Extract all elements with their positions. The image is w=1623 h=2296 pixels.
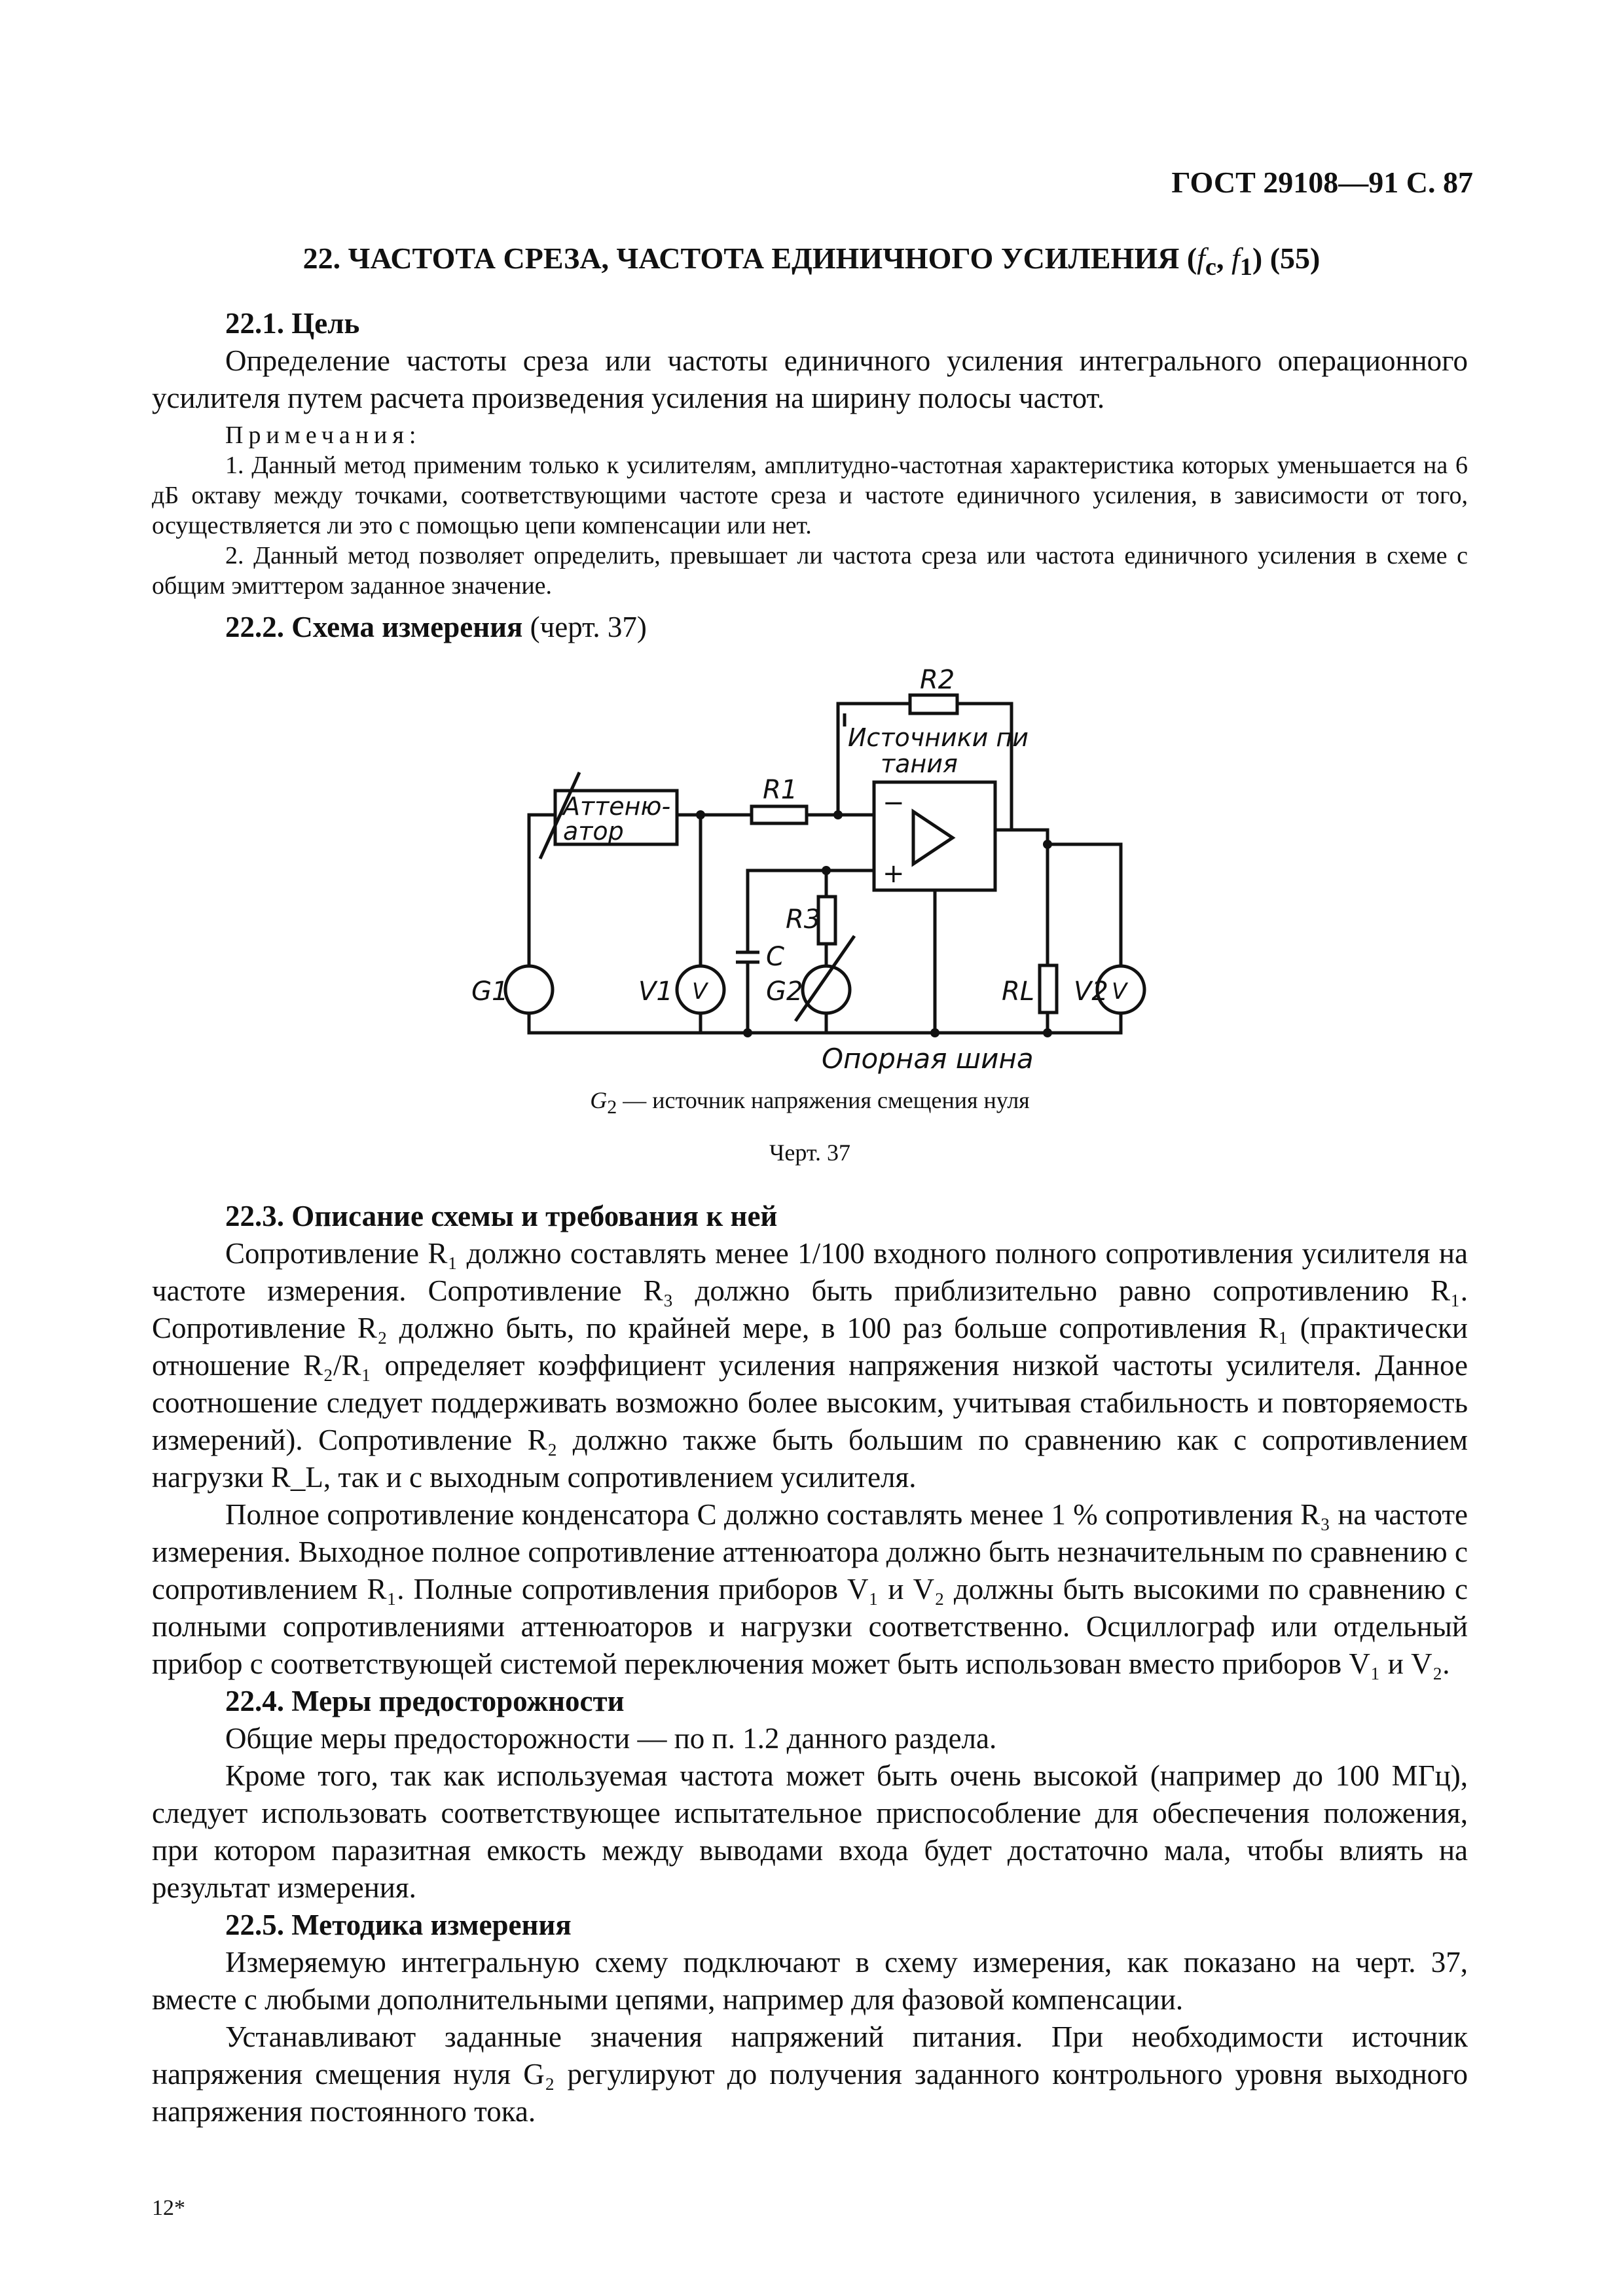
note-2: 2. Данный метод позволяет определить, превышает ли частота среза или частота единичного усиления в схеме с общим эмиттером заданное значение. bbox=[152, 542, 1468, 600]
paragraph-22-3-2: Полное сопротивление конденсатора C должно составлять менее 1 % сопротивления R₃ на частоте измерения. Выходное полное сопротивление аттенюатора должно быть незначительным по сравнению с сопротивлением R₁. Полные сопротивления приборов V₁ и V₂ должны быть высокими по сравнению с полными сопротивлениями аттенюаторов и нагрузки соответственно. Осциллограф или отдельный прибор с соответствующей системой переключения может быть использован вместо приборов V₁ и V₂. bbox=[152, 1498, 1468, 1680]
paragraph-22-3-1: Сопротивление R₁ должно составлять менее 1/100 входного полного сопротивления усилителя на частоте измерения. Сопротивление R₃ должно быть приблизительно равно сопротивлению R₁. Сопротивление R₂ должно быть, по крайней мере, в 100 раз больше сопротивления R₁ (практически отношение R₂/R₁ определяет коэффициент усиления напряжения низкой частоты усилителя. Данное соотношение следует поддерживать возможно более высоким, учитывая стабильность и повторяемость измерений). Сопротивление R₂ должно также быть большим по сравнению как с сопротивлением нагрузки R_L, так и с выходным сопротивлением усилителя. bbox=[152, 1237, 1468, 1494]
figure-caption: Черт. 37 bbox=[769, 1139, 850, 1166]
label-rl: RL bbox=[1002, 977, 1035, 1007]
figure-ref: (черт. 37) bbox=[522, 611, 647, 643]
label-v2-symbol: V bbox=[1112, 978, 1127, 1005]
paragraph-22-4-2: Кроме того, так как используемая частота может быть очень высокой (например до 100 МГц), следует использовать соответствующее испытательное приспособление для обеспечения положения, при котором паразитная емкость между выводами входа будет достаточно мала, чтобы влиять на результат измерения. bbox=[152, 1759, 1468, 1904]
label-plus: + bbox=[883, 859, 905, 889]
node-4 bbox=[1043, 840, 1052, 849]
label-r2: R2 bbox=[920, 665, 955, 695]
paragraph-purpose: Определение частоты среза или частоты единичного усиления интегрального операционного усилителя путем расчета произведения усиления на ширину полосы частот. bbox=[152, 344, 1468, 414]
label-minus: − bbox=[883, 788, 905, 818]
r1-resistor bbox=[752, 806, 807, 823]
wire-output-v2 bbox=[1048, 844, 1121, 965]
label-reference-bus: Опорная шина bbox=[822, 1043, 1034, 1075]
node-7 bbox=[1043, 1028, 1052, 1037]
circuit-diagram bbox=[0, 0, 1623, 1113]
label-power-2: тания bbox=[881, 749, 958, 778]
node-2 bbox=[833, 810, 843, 819]
label-v2: V2 bbox=[1074, 977, 1108, 1007]
title-end: ) (55) bbox=[1252, 242, 1321, 275]
node-3 bbox=[822, 866, 831, 875]
label-g1: G1 bbox=[471, 977, 509, 1007]
label-g2: G2 bbox=[766, 977, 803, 1007]
note-1: 1. Данный метод применим только к усилителям, амплитудно-частотная характеристика которых уменьшается на 6 дБ октаву между точками, соответствующими частоте среза и частоте единичного усиления, в зависимости от того, осуществляется ли это с помощью цепи компенсации или нет. bbox=[152, 452, 1468, 539]
title-sub-1: 1 bbox=[1239, 253, 1252, 281]
legend-g2: G bbox=[590, 1087, 608, 1113]
heading-22-3: 22.3. Описание схемы и требования к ней bbox=[225, 1200, 778, 1232]
wire-r2-right bbox=[957, 704, 1012, 830]
page-header: ГОСТ 29108—91 С. 87 bbox=[1171, 166, 1473, 199]
paragraph-22-5-1: Измеряемую интегральную схему подключают в схему измерения, как показано на черт. 37, вместе с любыми дополнительными цепями, например для фазовой компенсации. bbox=[152, 1946, 1468, 2016]
label-r1: R1 bbox=[763, 775, 798, 805]
label-power-1: Источники пи bbox=[848, 723, 1029, 752]
label-v1: V1 bbox=[638, 977, 673, 1007]
paragraph-22-4-1: Общие меры предосторожности — по п. 1.2 данного раздела. bbox=[225, 1722, 997, 1755]
heading-22-2: 22.2. Схема измерения bbox=[225, 611, 523, 643]
title-symbol-fc: f bbox=[1197, 242, 1205, 275]
legend-g2-sub: 2 bbox=[607, 1096, 617, 1119]
r2-resistor bbox=[910, 695, 957, 713]
label-v1-symbol: V bbox=[692, 978, 708, 1005]
label-attenuator-2: атор bbox=[563, 817, 624, 846]
paragraph-22-5-2: Устанавливают заданные значения напряжений питания. При необходимости источник напряжения смещения нуля G₂ регулируют до получения заданного контрольного уровня выходного напряжения постоянного тока. bbox=[152, 2020, 1468, 2128]
heading-22-1: 22.1. Цель bbox=[225, 307, 360, 340]
node-5 bbox=[743, 1028, 752, 1037]
heading-22-5: 22.5. Методика измерения bbox=[225, 1909, 572, 1941]
title-comma: , bbox=[1216, 242, 1231, 275]
opamp-triangle bbox=[913, 812, 953, 864]
title-text: 22. ЧАСТОТА СРЕЗА, ЧАСТОТА ЕДИНИЧНОГО УСИЛЕНИЯ ( bbox=[302, 242, 1197, 275]
node-1 bbox=[696, 810, 705, 819]
title-sub-c: c bbox=[1205, 253, 1216, 281]
rl-resistor bbox=[1040, 965, 1057, 1013]
r3-resistor bbox=[818, 897, 835, 944]
label-c: C bbox=[766, 942, 784, 972]
figure-legend bbox=[152, 1086, 1468, 1119]
g2-source bbox=[803, 966, 850, 1013]
label-r3: R3 bbox=[786, 905, 821, 935]
legend-text: — источник напряжения смещения нуля bbox=[617, 1087, 1030, 1113]
section-22-3-to-22-5 bbox=[152, 1198, 1468, 2130]
wire-output bbox=[995, 830, 1048, 844]
label-attenuator-1: Аттеню- bbox=[563, 792, 671, 821]
node-6 bbox=[930, 1028, 939, 1037]
g1-source bbox=[505, 966, 553, 1013]
page-footer: 12* bbox=[152, 2196, 185, 2220]
heading-22-4: 22.4. Меры предосторожности bbox=[225, 1685, 625, 1717]
title-symbol-f1: f bbox=[1231, 242, 1240, 275]
notes-label: Примечания: bbox=[225, 422, 422, 449]
